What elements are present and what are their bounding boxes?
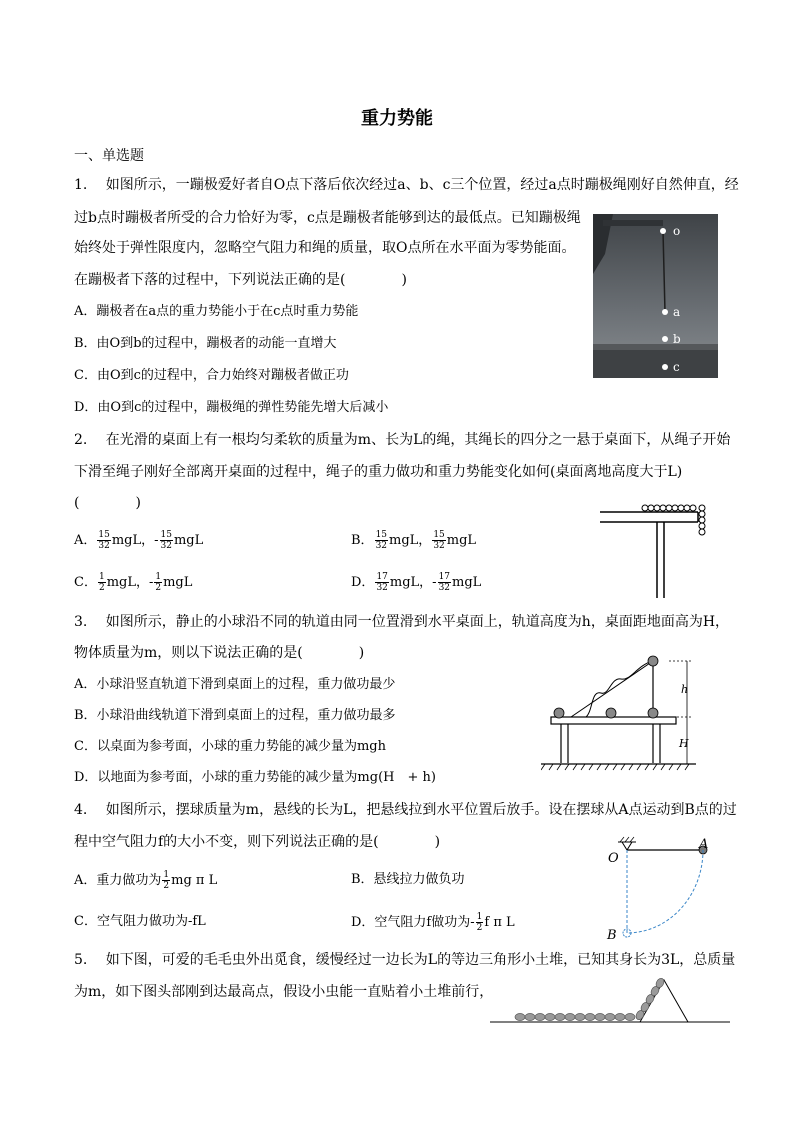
label-a: a	[673, 305, 681, 319]
page-title: 重力势能	[361, 108, 433, 129]
q4-line-1: 4. 如图所示，摆球质量为m，悬线的长为L，把悬线拉到水平位置后放手。设在摆球从A点运动到B点的过	[74, 802, 737, 818]
q4-option-b[interactable]: B．悬线拉力做负功	[351, 872, 465, 887]
label-B: B	[607, 928, 617, 943]
rope-table-diagram	[600, 493, 715, 598]
caterpillar-body	[515, 977, 666, 1021]
label-c: c	[673, 360, 680, 374]
label-h: h	[681, 683, 689, 696]
q4-option-d[interactable]: D．空气阻力f做功为- $\frac{1}{2}$ f π L	[351, 912, 515, 933]
q1-option-a[interactable]: A．蹦极者在a点的重力势能小于在c点时重力势能	[74, 304, 359, 319]
rope-coils	[642, 505, 705, 535]
q3-line-1: 3. 如图所示，静止的小球沿不同的轨道由同一位置滑到水平桌面上，轨道高度为h，桌面距地面高为H，	[74, 614, 730, 630]
q1-option-d[interactable]: D．由O到c的过程中，蹦极绳的弹性势能先增大后减小	[74, 400, 389, 415]
tracks-table-diagram	[541, 651, 706, 776]
q3-option-d[interactable]: D．以地面为参考面，小球的重力势能的减少量为mg(H + h)	[74, 770, 436, 785]
q1-option-b[interactable]: B．由O到b的过程中，蹦极者的动能一直增大	[74, 336, 337, 351]
label-o: o	[673, 224, 681, 238]
pendulum-diagram	[606, 836, 716, 946]
caterpillar-diagram	[490, 976, 730, 1026]
q1-line-4: 在蹦极者下落的过程中，下列说法正确的是( )	[74, 272, 407, 288]
q2-option-d[interactable]: D． $\frac{17}{32}$ mgL，- $\frac{17}{32}$ mgL	[351, 572, 482, 593]
q1-option-c[interactable]: C．由O到c的过程中，合力始终对蹦极者做正功	[74, 368, 349, 383]
q2-line-2: 下滑至绳子刚好全部离开桌面的过程中，绳子的重力做功和重力势能变化如何(桌面离地高度大于L)	[74, 464, 683, 480]
point-b-marker	[662, 336, 668, 342]
q5-line-1: 5. 如下图，可爱的毛毛虫外出觅食，缓慢经过一边长为L的等边三角形小土堆，已知其身长为3L，总质量	[74, 952, 736, 968]
point-c-marker	[662, 364, 668, 370]
q3-option-a[interactable]: A．小球沿竖直轨道下滑到桌面上的过程，重力做功最少	[74, 677, 396, 692]
label-O: O	[608, 851, 619, 866]
q4-line-2: 程中空气阻力f的大小不变，则下列说法正确的是( )	[74, 834, 441, 850]
q1-line-2: 过b点时蹦极者所受的合力恰好为零，c点是蹦极者能够到达的最低点。已知蹦极绳	[74, 210, 581, 226]
point-a-marker	[662, 309, 668, 315]
q2-line-3: ( )	[74, 495, 141, 511]
label-A: A	[699, 837, 709, 852]
section-heading: 一、单选题	[74, 148, 144, 164]
q2-line-1: 2. 在光滑的桌面上有一根均匀柔软的质量为m、长为L的绳，其绳长的四分之一悬于桌面下，从绳子开始	[74, 432, 731, 448]
q1-line-3: 始终处于弹性限度内，忽略空气阻力和绳的质量，取O点所在水平面为零势能面。	[74, 240, 576, 256]
bungee-photo	[593, 214, 718, 378]
q2-option-b[interactable]: B． $\frac{15}{32}$ mgL， $\frac{15}{32}$ mgL	[351, 530, 477, 551]
q5-line-2: 为m，如下图头部刚到达最高点，假设小虫能一直贴着小土堆前行，	[74, 984, 494, 1000]
q4-option-a[interactable]: A．重力做功为 $\frac{1}{2}$ mg π L	[74, 870, 218, 891]
label-b: b	[673, 332, 681, 346]
q3-option-c[interactable]: C．以桌面为参考面，小球的重力势能的减少量为mgh	[74, 739, 386, 754]
q3-option-b[interactable]: B．小球沿曲线轨道下滑到桌面上的过程，重力做功最多	[74, 708, 396, 723]
q2-option-a[interactable]: A． $\frac{15}{32}$ mgL，- $\frac{15}{32}$ mgL	[74, 530, 204, 551]
q2-option-c[interactable]: C． $\frac{1}{2}$ mgL，- $\frac{1}{2}$ mgL	[74, 572, 193, 593]
label-H: H	[679, 737, 689, 750]
q3-line-2: 物体质量为m，则以下说法正确的是( )	[74, 645, 365, 661]
q1-line-1: 1. 如图所示，一蹦极爱好者自O点下落后依次经过a、b、c三个位置，经过a点时蹦极绳刚好自然伸直，经	[74, 177, 739, 193]
point-o-marker	[660, 228, 666, 234]
q4-option-c[interactable]: C．空气阻力做功为-fL	[74, 914, 206, 929]
